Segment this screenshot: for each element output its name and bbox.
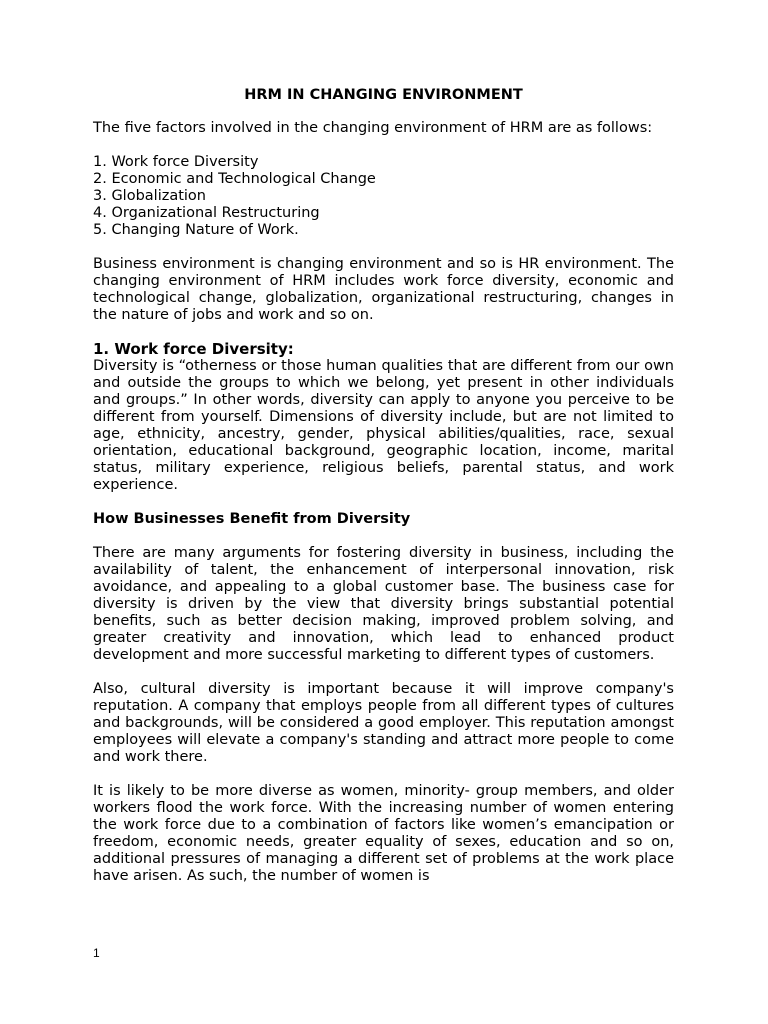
list-item: 2. Economic and Technological Change (93, 171, 376, 187)
page-number: 1 (93, 946, 100, 960)
intro-paragraph: The five factors involved in the changing environment of HRM are as follows: (93, 120, 653, 136)
diversity-definition-paragraph: Diversity is “otherness or those human qualities that are different from our own and outside the groups to which we belong, yet present in other individuals and groups.” In other words, diversity can apply to anyone you perceive to be different from yourself. Dimensions of diversity include, but are not limited to age, ethnicity, ancestry, gender, physical abilities/qualities, race, sexual orientation, educational background, geographic location, income, marital status, military experience, religious beliefs, parental status, and work experience. (93, 358, 674, 493)
list-item: 4. Organizational Restructuring (93, 205, 320, 221)
list-item: 1. Work force Diversity (93, 154, 259, 170)
section-heading-business-benefit: How Businesses Benefit from Diversity (93, 511, 411, 527)
list-item: 5. Changing Nature of Work. (93, 222, 299, 238)
document-page (93, 87, 674, 902)
list-item: 3. Globalization (93, 188, 206, 204)
document-title: HRM IN CHANGING ENVIRONMENT (244, 87, 523, 103)
benefit-paragraph-2: Also, cultural diversity is important because it will improve company's reputation. A company that employs people from all different types of cultures and backgrounds, will be considered a good employer. This reputation amongst employees will elevate a company's standing and attract more people to come and work there. (93, 681, 674, 765)
factors-list (93, 154, 674, 239)
benefit-paragraph-1: There are many arguments for fostering diversity in business, including the availability of talent, the enhancement of interpersonal innovation, risk avoidance, and appealing to a global customer base. The business case for diversity is driven by the view that diversity brings substantial potential benefits, such as better decision making, improved problem solving, and greater creativity and innovation, which lead to enhanced product development and more successful marketing to different types of customers. (93, 545, 674, 663)
overview-paragraph: Business environment is changing environment and so is HR environment. The changing environment of HRM includes work force diversity, economic and technological change, globalization, organizational restructuring, changes in the nature of jobs and work and so on. (93, 256, 674, 323)
section-heading-workforce-diversity: 1. Work force Diversity: (93, 340, 294, 358)
benefit-paragraph-3: It is likely to be more diverse as women, minority- group members, and older workers flood the work force. With the increasing number of women entering the work force due to a combination of factors like women’s emancipation or freedom, economic needs, greater equality of sexes, education and so on, additional pressures of managing a different set of problems at the work place have arisen. As such, the number of women is (93, 783, 674, 884)
